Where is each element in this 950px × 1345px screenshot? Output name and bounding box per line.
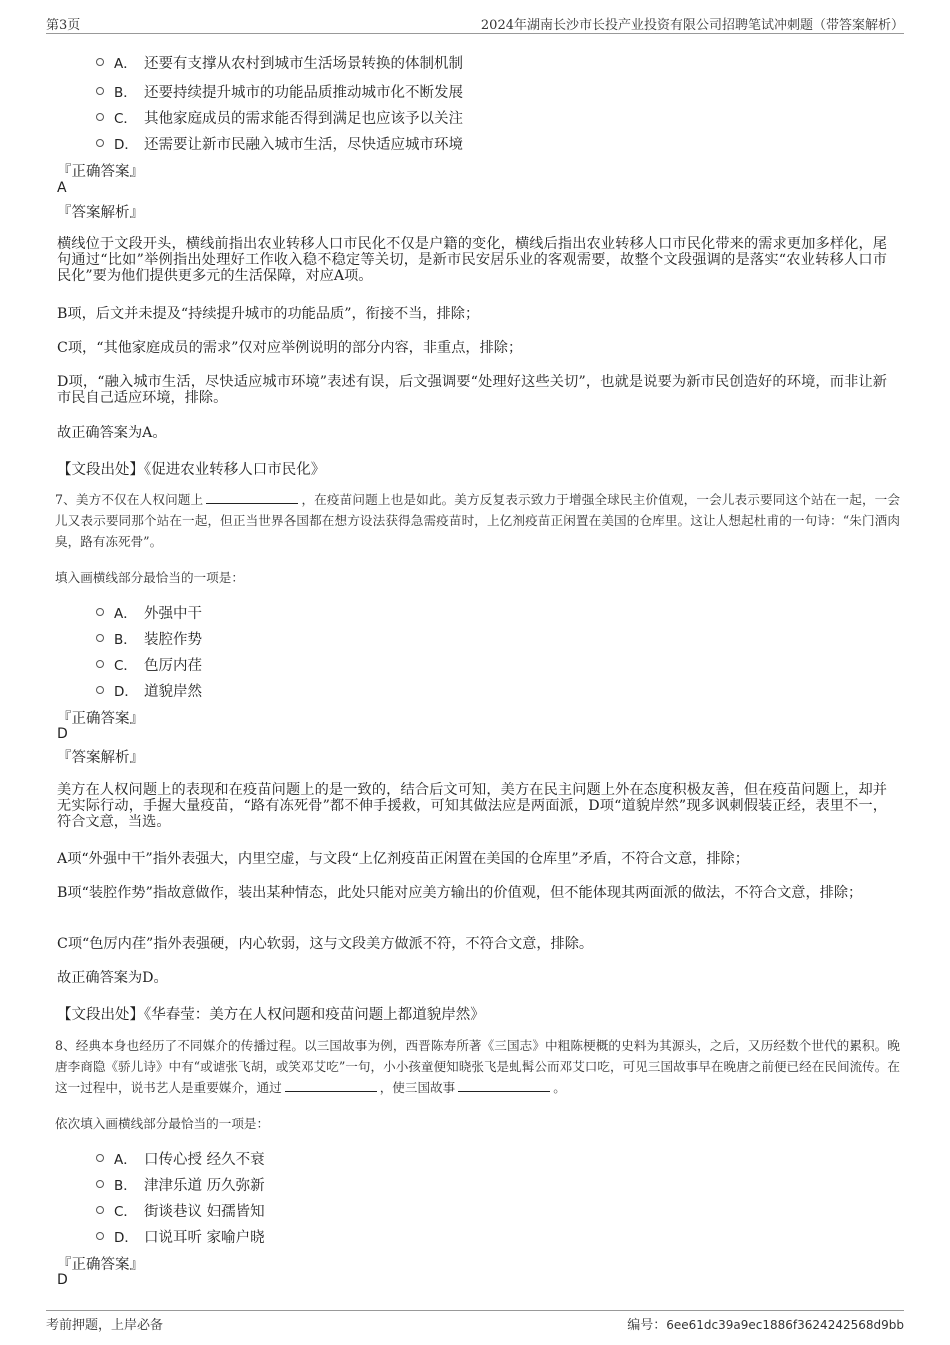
q7-analysis-a: A项“外强中干”指外表强大，内里空虚，与文段“上亿剂疫苗正闲置在美国的仓库里”矛盾，不符合文意，排除；	[57, 851, 749, 867]
q7-answer: D	[57, 726, 68, 742]
q6-analysis-main: 横线位于文段开头，横线前指出农业转移人口市民化不仅是户籍的变化，横线后指出农业转移人口市民化带来的需求更加多样化，尾句通过“比如”举例指出处理好工作收入稳不稳定等关切，是新市民安居乐业的客观需要，故整个文段强调的是落实“农业转移人口市民化”要为他们提供更多元的生活保障，对应A项。	[57, 236, 887, 284]
radio-icon[interactable]	[96, 87, 104, 95]
radio-icon[interactable]	[96, 1232, 104, 1240]
q7-answer-label: 『正确答案』	[57, 711, 144, 727]
page-number: 第3页	[46, 18, 81, 33]
footer-slogan: 考前押题，上岸必备	[46, 1318, 164, 1333]
header-divider	[46, 33, 904, 34]
document-title: 2024年湖南长沙市长投产业投资有限公司招聘笔试冲刺题（带答案解析）	[480, 18, 904, 33]
q7-blank	[206, 491, 298, 504]
q6-answer-label: 『正确答案』	[57, 164, 144, 180]
q7-stem: 7、美方不仅在人权问题上 ，在疫苗问题上也是如此。美方反复表示致力于增强全球民主价值观，一会儿表示要同这个站在一起，一会儿又表示要同那个站在一起，但正当世界各国都在想方设法获得急需疫苗时，上亿剂疫苗正闲置在美国的仓库里。这让人想起杜甫的一句诗：“朱门酒肉臭，路有冻死骨”。	[55, 492, 901, 549]
q8-blank-2	[458, 1079, 550, 1092]
radio-icon[interactable]	[96, 113, 104, 121]
q6-conclusion: 故正确答案为A。	[57, 425, 167, 441]
radio-icon[interactable]	[96, 1206, 104, 1214]
q6-analysis-b: B项，后文并未提及“持续提升城市的功能品质”，衔接不当，排除；	[57, 306, 480, 322]
page-footer	[46, 1314, 904, 1332]
radio-icon[interactable]	[96, 58, 104, 66]
q7-prompt: 填入画横线部分最恰当的一项是：	[55, 570, 244, 585]
page-header	[46, 14, 904, 32]
radio-icon[interactable]	[96, 1154, 104, 1162]
radio-icon[interactable]	[96, 1180, 104, 1188]
q7-analysis-b: B项“装腔作势”指故意做作，装出某种情态，此处只能对应美方输出的价值观，但不能体现其两面派的做法，不符合文意，排除；	[57, 885, 863, 901]
q7-analysis-c: C项“色厉内荏”指外表强硬，内心软弱，这与文段美方做派不符，不符合文意，排除。	[57, 936, 594, 952]
radio-icon[interactable]	[96, 608, 104, 616]
q6-analysis-c: C项，“其他家庭成员的需求”仅对应举例说明的部分内容，非重点，排除；	[57, 340, 523, 356]
q8-answer-label: 『正确答案』	[57, 1257, 144, 1273]
q8-stem: 8、经典本身也经历了不同媒介的传播过程。以三国故事为例，西晋陈寿所著《三国志》中粗陈梗概的史料为其源头，之后，又历经数个世代的累积。晚唐李商隐《骄儿诗》中有“或谑张飞胡，或笑邓艾吃”一句，小小孩童便知晓张飞是虬髯公而邓艾口吃，可见三国故事早在晚唐之前便已经在民间流传。在这一过程中，说书艺人是重要媒介，通过 ，使三国故事 。	[55, 1038, 900, 1095]
q6-source: 【文段出处】《促进农业转移人口市民化》	[57, 462, 326, 478]
q7-conclusion: 故正确答案为D。	[57, 970, 168, 986]
q7-analysis-main: 美方在人权问题上的表现和在疫苗问题上的是一致的，结合后文可知，美方在民主问题上外在态度积极友善，但在疫苗问题上，却并无实际行动，手握大量疫苗，“路有冻死骨”都不伸手援救，可知其做法应是两面派，D项“道貌岸然”现多讽刺假装正经，表里不一，符合文意，当选。	[57, 782, 887, 830]
q6-answer: A	[57, 180, 67, 196]
q8-blank-1	[285, 1079, 377, 1092]
footer-divider	[46, 1310, 904, 1311]
radio-icon[interactable]	[96, 660, 104, 668]
document-code: 编号：6ee61dc39a9ec1886f3624242568d9bb	[627, 1318, 904, 1333]
q6-analysis-label: 『答案解析』	[57, 205, 144, 221]
radio-icon[interactable]	[96, 686, 104, 694]
q6-analysis-d: D项，“融入城市生活，尽快适应城市环境”表述有误，后文强调要“处理好这些关切”，也就是说要为新市民创造好的环境，而非让新市民自己适应环境，排除。	[57, 374, 887, 406]
radio-icon[interactable]	[96, 139, 104, 147]
q7-source: 【文段出处】《华春莹：美方在人权问题和疫苗问题上都道貌岸然》	[57, 1007, 485, 1023]
radio-icon[interactable]	[96, 634, 104, 642]
q8-prompt: 依次填入画横线部分最恰当的一项是：	[55, 1116, 270, 1131]
q8-answer: D	[57, 1272, 68, 1288]
q7-analysis-label: 『答案解析』	[57, 750, 144, 766]
